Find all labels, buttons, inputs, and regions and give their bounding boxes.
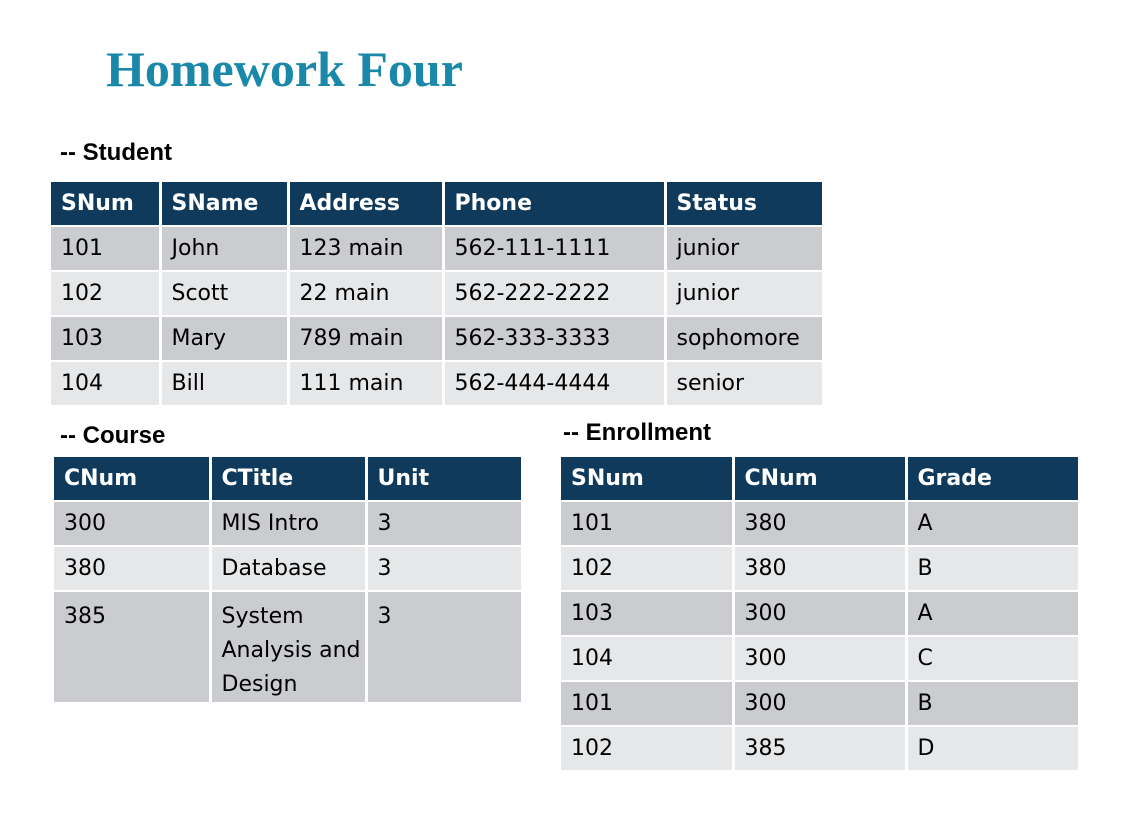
table-cell: 102 <box>561 546 733 591</box>
table-header-row <box>51 182 822 226</box>
table-cell: 385 <box>54 591 210 702</box>
table-cell: B <box>906 546 1078 591</box>
table-cell: 104 <box>561 636 733 681</box>
table-row <box>51 316 822 361</box>
table-cell: 3 <box>366 591 521 702</box>
table-row <box>561 591 1078 636</box>
table-cell: 101 <box>561 501 733 546</box>
table-cell: 380 <box>733 546 906 591</box>
table-cell: junior <box>665 271 822 316</box>
table-row <box>51 271 822 316</box>
table-row <box>561 636 1078 681</box>
column-header-unit: Unit <box>366 457 521 501</box>
table-cell: 102 <box>561 726 733 770</box>
column-header-snum: SNum <box>51 182 160 226</box>
table-cell: 562-111-1111 <box>443 226 665 271</box>
table-cell: A <box>906 501 1078 546</box>
table-cell: 104 <box>51 361 160 405</box>
table-cell: Mary <box>160 316 288 361</box>
table-cell: 300 <box>54 501 210 546</box>
table-cell: 102 <box>51 271 160 316</box>
table-cell: 103 <box>51 316 160 361</box>
table-cell: 101 <box>51 226 160 271</box>
column-header-status: Status <box>665 182 822 226</box>
table-row <box>561 726 1078 770</box>
table-cell: 111 main <box>288 361 443 405</box>
table-cell: sophomore <box>665 316 822 361</box>
table-cell: 22 main <box>288 271 443 316</box>
table-cell: 103 <box>561 591 733 636</box>
table-cell: 3 <box>366 501 521 546</box>
column-header-ctitle: CTitle <box>210 457 366 501</box>
student-table <box>51 182 822 405</box>
table-cell: 562-222-2222 <box>443 271 665 316</box>
table-cell: 3 <box>366 546 521 591</box>
table-row <box>51 361 822 405</box>
table-cell: System Analysis and Design <box>210 591 366 702</box>
table-row <box>54 546 521 591</box>
table-cell: 385 <box>733 726 906 770</box>
table-cell: junior <box>665 226 822 271</box>
table-cell: C <box>906 636 1078 681</box>
table-cell: Database <box>210 546 366 591</box>
table-cell: 380 <box>733 501 906 546</box>
table-cell: senior <box>665 361 822 405</box>
table-cell: John <box>160 226 288 271</box>
student-section-label: -- Student <box>60 139 172 166</box>
table-header-row <box>54 457 521 501</box>
column-header-snum: SNum <box>561 457 733 501</box>
column-header-cnum: CNum <box>54 457 210 501</box>
table-cell: 123 main <box>288 226 443 271</box>
table-row <box>54 591 521 702</box>
column-header-phone: Phone <box>443 182 665 226</box>
table-cell: 300 <box>733 591 906 636</box>
table-cell: A <box>906 591 1078 636</box>
table-cell: 562-444-4444 <box>443 361 665 405</box>
table-row <box>561 501 1078 546</box>
table-cell: Scott <box>160 271 288 316</box>
table-cell: 789 main <box>288 316 443 361</box>
course-table <box>54 457 521 702</box>
table-cell: 101 <box>561 681 733 726</box>
table-row <box>54 501 521 546</box>
table-cell: MIS Intro <box>210 501 366 546</box>
table-cell: B <box>906 681 1078 726</box>
table-cell: 562-333-3333 <box>443 316 665 361</box>
course-section-label: -- Course <box>60 422 166 449</box>
table-header-row <box>561 457 1078 501</box>
table-row <box>561 681 1078 726</box>
table-cell: Bill <box>160 361 288 405</box>
column-header-address: Address <box>288 182 443 226</box>
table-cell: 300 <box>733 636 906 681</box>
enrollment-table <box>561 457 1078 770</box>
table-cell: 300 <box>733 681 906 726</box>
table-cell: 380 <box>54 546 210 591</box>
enrollment-section-label: -- Enrollment <box>563 419 711 446</box>
column-header-grade: Grade <box>906 457 1078 501</box>
table-cell: D <box>906 726 1078 770</box>
table-row <box>51 226 822 271</box>
column-header-sname: SName <box>160 182 288 226</box>
column-header-cnum: CNum <box>733 457 906 501</box>
table-row <box>561 546 1078 591</box>
page-title: Homework Four <box>106 41 463 97</box>
